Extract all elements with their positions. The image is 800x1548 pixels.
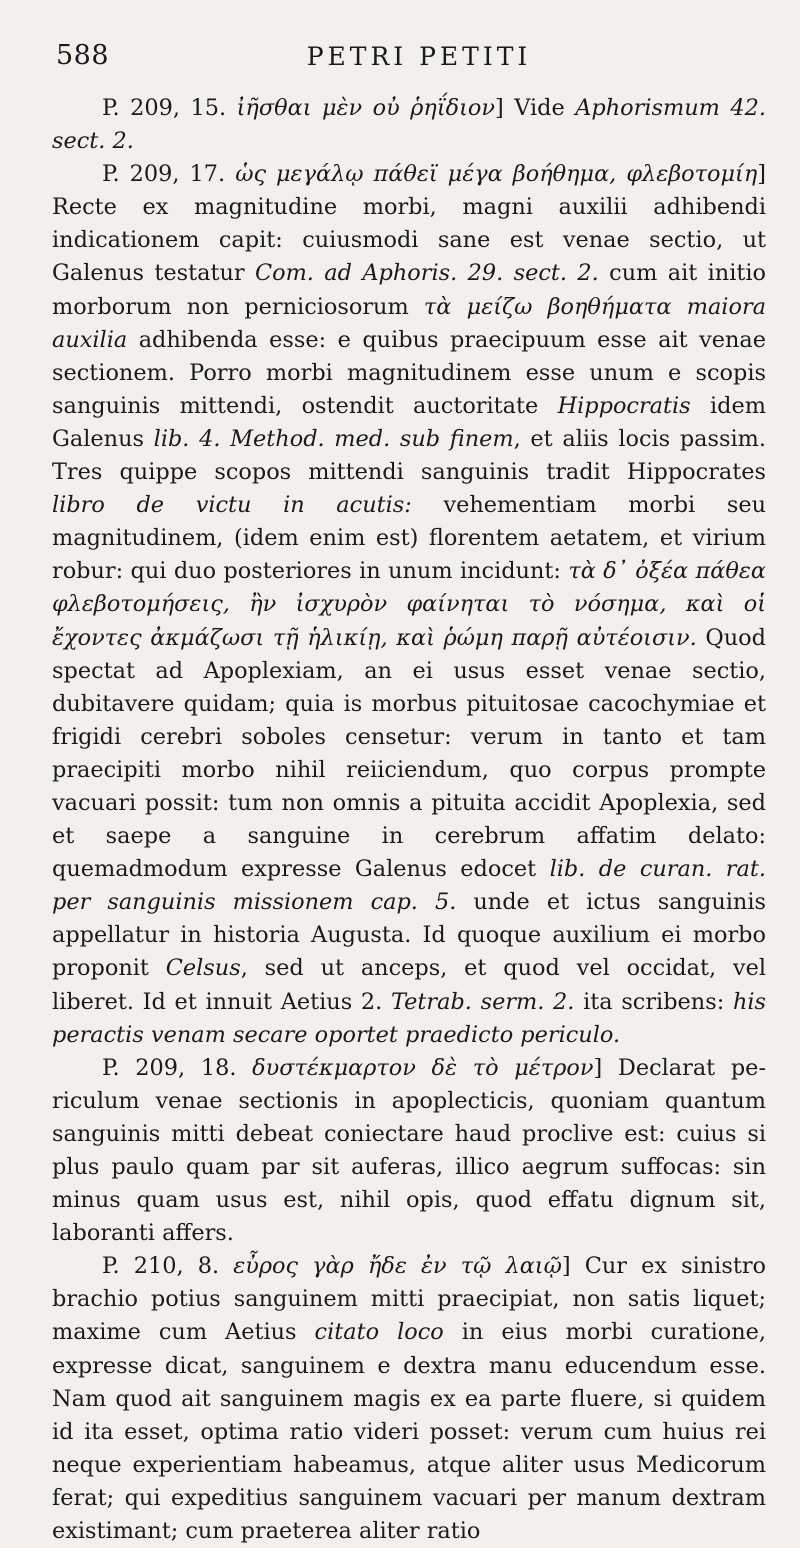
text-segment: P. 210, 8. — [102, 1253, 234, 1280]
text-segment: cum ait initio morborum non perniciosorum — [52, 260, 766, 320]
italic-segment: Com. ad Aphoris. 29. sect. 2. — [254, 260, 599, 287]
body-text — [52, 92, 766, 1548]
page-header — [52, 38, 766, 78]
text-segment: P. 209, 15. — [102, 95, 237, 121]
italic-segment: ὡς μεγάλῳ πάθεϊ μέγα βοήθημα, φλεβοτομίη — [235, 161, 758, 188]
italic-segment: τὰ μείζω βοηθήματα maiora auxilia — [52, 293, 766, 353]
running-title: PETRI PETITI — [306, 42, 532, 71]
text-segment: in eius morbi curatione, expresse dicat, sanguinem e dextra manu educendum esse. Nam quod ait sanguinem magis ex ea parte fluere, si quidem id ita esset, optima ratio videri posset: verum cum huius rei neque experientiam habeamus, atque aliter usus Medicorum ferat; qui expeditius sanguinem vacuari per manum dextram existimant; cum praeterea aliter ratio — [52, 1319, 767, 1545]
italic-segment: his peractis venam secare oportet praedicto periculo. — [52, 988, 767, 1048]
text-segment: idem Galenus — [52, 392, 766, 452]
text-segment: Quod spectat ad Apoplexiam, an ei usus esset venae sectio, dubitavere quidam; quia is morbus pituitosae cacochymiae et frigidi cerebri soboles censetur: verum in tanto et tam praecipiti morbo nihil reiiciendum, quo corpus prompte vacuari possit: tum non omnis a pituita accidit Apoplexia, sed et saepe a sanguine in cerebrum affatim delato: quemadmodum expresse Galenus edocet — [52, 624, 766, 883]
page-number: 588 — [56, 40, 110, 71]
italic-segment: lib. 4. Method. med. sub finem — [153, 425, 514, 452]
italic-segment: δυστέκμαρτον δὲ τὸ μέτρον — [252, 1054, 594, 1081]
italic-segment: ἰῆσθαι μὲν οὐ ῥηΐδιον — [236, 95, 495, 121]
italic-segment: Hippocratis — [557, 392, 691, 419]
text-segment: ] Cur ex sinistro brachio potius sanguinem mitti praecipiat, non satis liquet; maxime cum Aetius — [52, 1253, 766, 1346]
italic-segment: lib. de curan. rat. per sanguinis missionem cap. 5. — [52, 856, 766, 916]
text-segment: ] Recte ex magnitudine morbi, magni auxilii adhibendi indicationem capit: cuiusmodi sane est venae sectio, ut Galenus testatur — [52, 161, 766, 287]
text-segment: ] Declarat periculum venae sectionis in apoplecticis, quoniam quantum sanguinis mitti debeat coniectare haud proclive est: cuius si plus paulo quam par sit auferas, illico aegrum suffocas: sin minus quam usus est, nihil opis, quod effatu dignum sit, laboranti affers. — [52, 1054, 767, 1247]
text-segment: , et aliis locis passim. Tres quippe scopos mittendi sanguinis tradit Hippocrates — [52, 425, 767, 486]
text-segment: ita scribens: — [574, 988, 733, 1015]
italic-segment: Celsus — [165, 955, 241, 982]
italic-segment: τὰ δ᾽ ὀξέα πάθεα φλεβοτομήσεις, ἢν ἰσχυρὸν φαίνηται τὸ νόσημα, καὶ οἱ ἔχοντες ἀκμάζωσι τῇ ἡλικίῃ, καὶ ῥώμη παρῇ αὐτέοισιν. — [52, 558, 766, 651]
text-segment: unde et ictus sanguinis appellatur in historia Augusta. Id quoque auxilium ei morbo proponit — [52, 889, 766, 982]
italic-segment: εὖρος γὰρ ἤδε ἐν τῷ λαιῷ — [233, 1253, 562, 1280]
text-segment: vehementiam morbi seu magnitudinem, (idem enim est) florentem aetatem, et virium robur: qui duo posteriores in unum incidunt: — [52, 492, 766, 585]
text-segment: P. 209, 17. — [102, 161, 236, 188]
paragraph-p210-8 — [52, 1250, 766, 1548]
paragraph-p209-15 — [52, 92, 766, 158]
text-segment: P. 209, 18. — [102, 1054, 253, 1081]
paragraph-p209-18 — [52, 1052, 766, 1251]
text-segment: ] Vide — [494, 95, 576, 121]
text-segment: adhibenda esse: e quibus praecipuum esse ait venae sectionem. Porro morbi magnitudinem esse unum e scopis sanguinis mittendi, ostendit auctoritate — [52, 326, 766, 419]
text-segment: , sed ut anceps, et quod vel occidat, vel liberet. Id et innuit Aetius 2. — [52, 955, 766, 1015]
italic-segment: citato loco — [314, 1319, 444, 1346]
italic-segment: Tetrab. serm. 2. — [390, 988, 575, 1015]
paragraph-p209-17 — [52, 158, 766, 1052]
italic-segment: libro de victu in acutis: — [52, 492, 412, 519]
italic-segment: Aphorismum 42. sect. 2. — [52, 95, 766, 155]
